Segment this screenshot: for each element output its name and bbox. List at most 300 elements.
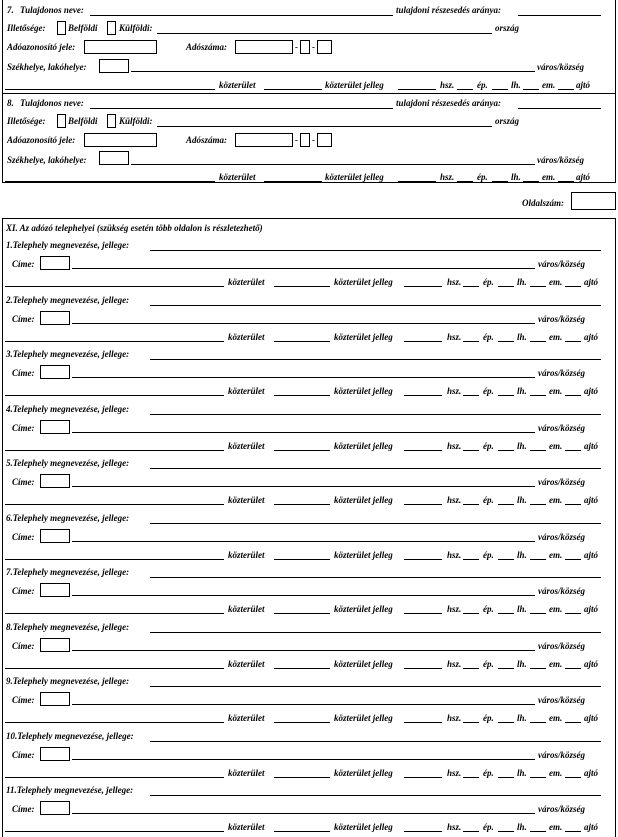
- street-type-field[interactable]: [274, 559, 330, 560]
- em-field[interactable]: [530, 504, 546, 505]
- em-label: em.: [549, 495, 563, 505]
- em-label: em.: [549, 767, 563, 778]
- owner-share-field[interactable]: [518, 108, 601, 109]
- ajto-label: ajtó: [584, 277, 599, 287]
- owner-number: 8.: [7, 98, 14, 108]
- hsz-field[interactable]: [398, 89, 436, 90]
- street-label: közterület: [228, 440, 265, 451]
- ajto-label: ajtó: [576, 80, 591, 90]
- ep-field[interactable]: [463, 286, 479, 287]
- ajto-field[interactable]: [565, 450, 581, 451]
- site-title: 2.Telephely megnevezése, jellege:: [6, 294, 130, 305]
- tax-number-label: Adószáma:: [186, 42, 228, 52]
- city-label: város/község: [538, 313, 585, 324]
- city-field[interactable]: [72, 813, 535, 814]
- street-type-label: közterület jelleg: [334, 386, 393, 396]
- site-title: 9.Telephely megnevezése, jellege:: [6, 676, 130, 686]
- owner-divider: [2, 93, 616, 94]
- site-name-field[interactable]: [150, 577, 601, 578]
- lh-label: lh.: [517, 440, 527, 451]
- site-title: 11.Telephely megnevezése, jellege:: [6, 785, 134, 795]
- ajto-label: ajtó: [584, 713, 599, 723]
- street-field[interactable]: [5, 559, 224, 560]
- address-label: Címe:: [12, 422, 35, 433]
- city-label: város/község: [538, 259, 585, 269]
- residency-label: Illetősége:: [7, 23, 46, 33]
- ep-label: ép.: [483, 658, 494, 669]
- street-type-field[interactable]: [274, 504, 330, 505]
- city-label: város/község: [538, 368, 585, 378]
- em-label: em.: [549, 549, 563, 560]
- city-label: város/község: [538, 586, 585, 596]
- owner-name-field[interactable]: [90, 15, 393, 16]
- ajto-label: ajtó: [584, 604, 599, 614]
- street-label: közterület: [228, 277, 265, 287]
- street-type-label: közterület jelleg: [334, 767, 393, 778]
- lh-label: lh.: [517, 658, 527, 669]
- em-label: em.: [542, 172, 556, 182]
- city-field[interactable]: [72, 650, 535, 651]
- street-label: közterület: [228, 767, 265, 778]
- street-field[interactable]: [5, 89, 215, 90]
- street-type-field[interactable]: [274, 341, 330, 342]
- em-label: em.: [542, 80, 556, 90]
- ajto-field[interactable]: [565, 831, 581, 832]
- postal-code-field[interactable]: [40, 692, 70, 706]
- street-type-field[interactable]: [274, 777, 330, 778]
- seat-label: Székhelye, lakóhelye:: [7, 62, 87, 72]
- ep-field[interactable]: [463, 777, 479, 778]
- hsz-field[interactable]: [404, 504, 442, 505]
- street-type-label: közterület jelleg: [325, 172, 384, 182]
- site-name-field[interactable]: [150, 359, 601, 360]
- city-field[interactable]: [72, 268, 535, 269]
- em-field[interactable]: [530, 450, 546, 451]
- ajto-field[interactable]: [565, 286, 581, 287]
- hsz-field[interactable]: [398, 181, 436, 182]
- ajto-label: ajtó: [584, 549, 599, 560]
- site-title: 8.Telephely megnevezése, jellege:: [6, 621, 130, 632]
- address-label: Címe:: [12, 749, 35, 760]
- ajto-label: ajtó: [584, 331, 599, 342]
- em-field[interactable]: [523, 181, 539, 182]
- em-label: em.: [549, 440, 563, 451]
- hsz-label: hsz.: [447, 386, 462, 396]
- country-field[interactable]: [157, 126, 492, 127]
- street-type-label: közterület jelleg: [334, 713, 393, 723]
- residency-label: Illetősége:: [7, 116, 46, 126]
- lh-label: lh.: [517, 495, 527, 505]
- hsz-label: hsz.: [447, 277, 462, 287]
- ep-label: ép.: [483, 495, 494, 505]
- seat-label: Székhelye, lakóhelye:: [7, 155, 87, 165]
- ep-field[interactable]: [463, 613, 479, 614]
- ep-field[interactable]: [457, 89, 473, 90]
- ajto-field[interactable]: [565, 668, 581, 669]
- hsz-field[interactable]: [404, 831, 442, 832]
- lh-field[interactable]: [498, 504, 514, 505]
- ep-label: ép.: [483, 822, 494, 832]
- ep-label: ép.: [483, 386, 494, 396]
- tax-number-main-field[interactable]: [235, 40, 293, 54]
- hsz-field[interactable]: [404, 668, 442, 669]
- lh-label: lh.: [517, 549, 527, 560]
- street-field[interactable]: [5, 450, 224, 451]
- city-field[interactable]: [131, 164, 535, 165]
- street-type-field[interactable]: [274, 286, 330, 287]
- city-label: város/község: [538, 477, 585, 487]
- domestic-label: Belföldi: [68, 116, 98, 126]
- lh-label: lh.: [517, 386, 527, 396]
- city-label: város/község: [538, 531, 585, 542]
- country-label: ország: [495, 23, 520, 33]
- city-label: város/község: [538, 640, 585, 651]
- dash: -: [295, 42, 298, 52]
- sites-frame: [2, 218, 616, 837]
- hsz-label: hsz.: [447, 495, 462, 505]
- site-title: 1.Telephely megnevezése, jellege:: [6, 240, 130, 250]
- hsz-field[interactable]: [404, 777, 442, 778]
- ajto-label: ajtó: [584, 495, 599, 505]
- street-type-field[interactable]: [264, 181, 322, 182]
- address-label: Címe:: [12, 531, 35, 542]
- ep-label: ép.: [477, 172, 488, 182]
- street-type-label: közterület jelleg: [334, 277, 393, 287]
- em-field[interactable]: [530, 395, 546, 396]
- city-field[interactable]: [72, 759, 535, 760]
- postal-code-field[interactable]: [99, 151, 129, 165]
- em-field[interactable]: [530, 722, 546, 723]
- owner-share-label: tulajdoni részesedés aránya:: [396, 5, 502, 15]
- em-label: em.: [549, 331, 563, 342]
- tax-number-main-field[interactable]: [235, 133, 293, 147]
- hsz-field[interactable]: [404, 722, 442, 723]
- country-field[interactable]: [157, 33, 492, 34]
- street-type-field[interactable]: [274, 450, 330, 451]
- address-label: Címe:: [12, 477, 35, 487]
- street-label: közterület: [228, 386, 265, 396]
- em-field[interactable]: [530, 341, 546, 342]
- site-name-field[interactable]: [150, 795, 601, 796]
- ajto-field[interactable]: [565, 777, 581, 778]
- street-type-label: közterület jelleg: [334, 822, 393, 832]
- address-label: Címe:: [12, 695, 35, 705]
- foreign-label: Külföldi:: [119, 116, 153, 126]
- lh-field[interactable]: [492, 89, 508, 90]
- city-field[interactable]: [72, 595, 535, 596]
- em-label: em.: [549, 658, 563, 669]
- ep-field[interactable]: [463, 668, 479, 669]
- hsz-label: hsz.: [447, 658, 462, 669]
- ajto-label: ajtó: [584, 658, 599, 669]
- hsz-label: hsz.: [440, 172, 455, 182]
- postal-code-field[interactable]: [40, 747, 70, 761]
- em-label: em.: [549, 277, 563, 287]
- city-label: város/község: [538, 749, 585, 760]
- postal-code-field[interactable]: [40, 365, 70, 379]
- street-field[interactable]: [5, 668, 224, 669]
- owner-share-label: tulajdoni részesedés aránya:: [396, 98, 502, 108]
- lh-label: lh.: [517, 713, 527, 723]
- owner-name-field[interactable]: [90, 108, 393, 109]
- domestic-label: Belföldi: [68, 23, 98, 33]
- street-type-field[interactable]: [274, 831, 330, 832]
- ep-field[interactable]: [463, 559, 479, 560]
- hsz-label: hsz.: [447, 822, 462, 832]
- postal-code-field[interactable]: [40, 583, 70, 597]
- ajto-field[interactable]: [558, 181, 574, 182]
- street-field[interactable]: [5, 613, 224, 614]
- site-name-field[interactable]: [150, 305, 601, 306]
- site-title: 3.Telephely megnevezése, jellege:: [6, 349, 130, 359]
- lh-label: lh.: [517, 767, 527, 778]
- lh-label: lh.: [511, 172, 521, 182]
- ep-label: ép.: [477, 80, 488, 90]
- foreign-label: Külföldi:: [119, 23, 153, 33]
- ep-label: ép.: [483, 440, 494, 451]
- hsz-label: hsz.: [447, 440, 462, 451]
- postal-code-field[interactable]: [40, 801, 70, 815]
- hsz-label: hsz.: [447, 604, 462, 614]
- hsz-label: hsz.: [447, 331, 462, 342]
- street-label: közterület: [228, 331, 265, 342]
- city-field[interactable]: [72, 432, 535, 433]
- em-label: em.: [549, 713, 563, 723]
- lh-label: lh.: [517, 277, 527, 287]
- lh-label: lh.: [517, 604, 527, 614]
- street-label: közterület: [219, 172, 256, 182]
- site-title: 5.Telephely megnevezése, jellege:: [6, 458, 130, 468]
- em-field[interactable]: [530, 831, 546, 832]
- lh-field[interactable]: [498, 559, 514, 560]
- owner-name-label: Tulajdonos neve:: [20, 5, 84, 15]
- street-label: közterület: [228, 549, 265, 560]
- owner-share-field[interactable]: [518, 15, 601, 16]
- domestic-checkbox[interactable]: [57, 21, 66, 35]
- hsz-field[interactable]: [404, 559, 442, 560]
- ajto-field[interactable]: [565, 395, 581, 396]
- dash: -: [312, 135, 315, 145]
- site-title: 6.Telephely megnevezése, jellege:: [6, 512, 130, 523]
- street-label: közterület: [228, 713, 265, 723]
- site-name-field[interactable]: [150, 632, 601, 633]
- street-label: közterület: [228, 658, 265, 669]
- ajto-label: ajtó: [576, 172, 591, 182]
- tax-number-vat-field[interactable]: [300, 133, 310, 147]
- street-field[interactable]: [5, 831, 224, 832]
- page-number-field[interactable]: [571, 192, 616, 210]
- street-type-label: közterület jelleg: [325, 80, 384, 90]
- street-label: közterület: [228, 822, 265, 832]
- lh-field[interactable]: [498, 831, 514, 832]
- lh-field[interactable]: [498, 777, 514, 778]
- em-label: em.: [549, 386, 563, 396]
- country-label: ország: [495, 116, 520, 126]
- tax-number-vat-field[interactable]: [300, 40, 310, 54]
- page-number-label: Oldalszám:: [522, 198, 565, 208]
- ep-label: ép.: [483, 549, 494, 560]
- street-type-field[interactable]: [274, 395, 330, 396]
- lh-label: lh.: [517, 331, 527, 342]
- street-type-field[interactable]: [274, 722, 330, 723]
- ep-field[interactable]: [463, 395, 479, 396]
- ajto-label: ajtó: [584, 767, 599, 778]
- ajto-field[interactable]: [565, 722, 581, 723]
- ep-field[interactable]: [463, 722, 479, 723]
- tax-number-county-field[interactable]: [317, 133, 332, 147]
- tax-id-label: Adóazonosító jele:: [7, 135, 76, 145]
- street-type-field[interactable]: [274, 613, 330, 614]
- ajto-field[interactable]: [558, 89, 574, 90]
- em-field[interactable]: [530, 286, 546, 287]
- postal-code-field[interactable]: [40, 256, 70, 270]
- hsz-field[interactable]: [404, 286, 442, 287]
- em-field[interactable]: [530, 613, 546, 614]
- ep-field[interactable]: [457, 181, 473, 182]
- site-title: 10.Telephely megnevezése, jellege:: [6, 730, 134, 741]
- street-type-label: közterület jelleg: [334, 440, 393, 451]
- street-label: közterület: [228, 604, 265, 614]
- foreign-checkbox[interactable]: [107, 21, 116, 35]
- city-label: város/község: [537, 155, 584, 165]
- lh-field[interactable]: [498, 286, 514, 287]
- foreign-checkbox[interactable]: [107, 114, 116, 128]
- postal-code-field[interactable]: [40, 529, 70, 543]
- ajto-label: ajtó: [584, 440, 599, 451]
- street-type-label: közterület jelleg: [334, 549, 393, 560]
- lh-field[interactable]: [498, 613, 514, 614]
- site-name-field[interactable]: [150, 250, 601, 251]
- city-field[interactable]: [72, 541, 535, 542]
- street-label: közterület: [228, 495, 265, 505]
- ep-field[interactable]: [463, 450, 479, 451]
- hsz-field[interactable]: [404, 450, 442, 451]
- hsz-label: hsz.: [447, 713, 462, 723]
- postal-code-field[interactable]: [40, 420, 70, 434]
- ajto-label: ajtó: [584, 822, 599, 832]
- em-label: em.: [549, 604, 563, 614]
- street-field[interactable]: [5, 777, 224, 778]
- em-field[interactable]: [530, 559, 546, 560]
- site-title: 7.Telephely megnevezése, jellege:: [6, 567, 130, 577]
- hsz-field[interactable]: [404, 395, 442, 396]
- hsz-field[interactable]: [404, 341, 442, 342]
- city-field[interactable]: [72, 323, 535, 324]
- domestic-checkbox[interactable]: [57, 114, 66, 128]
- ep-label: ép.: [483, 604, 494, 614]
- lh-field[interactable]: [498, 450, 514, 451]
- street-type-label: közterület jelleg: [334, 331, 393, 342]
- site-name-field[interactable]: [150, 468, 601, 469]
- street-type-label: közterület jelleg: [334, 658, 393, 669]
- site-name-field[interactable]: [150, 523, 601, 524]
- postal-code-field[interactable]: [40, 311, 70, 325]
- tax-number-county-field[interactable]: [317, 40, 332, 54]
- lh-field[interactable]: [498, 722, 514, 723]
- hsz-field[interactable]: [404, 613, 442, 614]
- postal-code-field[interactable]: [40, 638, 70, 652]
- street-type-field[interactable]: [264, 89, 322, 90]
- ep-field[interactable]: [463, 831, 479, 832]
- postal-code-field[interactable]: [40, 474, 70, 488]
- hsz-label: hsz.: [440, 80, 455, 90]
- em-label: em.: [549, 822, 563, 832]
- section-title: XI. Az adózó telephelyei (szükség esetén több oldalon is részletezhető): [6, 223, 263, 233]
- city-label: város/község: [538, 804, 585, 814]
- street-label: közterület: [219, 80, 256, 90]
- ep-field[interactable]: [463, 341, 479, 342]
- owner-name-label: Tulajdonos neve:: [20, 98, 84, 108]
- lh-field[interactable]: [492, 181, 508, 182]
- address-label: Címe:: [12, 640, 35, 651]
- city-field[interactable]: [72, 486, 535, 487]
- street-field[interactable]: [5, 504, 224, 505]
- site-name-field[interactable]: [150, 414, 601, 415]
- city-field[interactable]: [72, 704, 535, 705]
- lh-field[interactable]: [498, 341, 514, 342]
- street-field[interactable]: [5, 341, 224, 342]
- ajto-field[interactable]: [565, 341, 581, 342]
- ep-field[interactable]: [463, 504, 479, 505]
- street-type-label: közterület jelleg: [334, 604, 393, 614]
- tax-id-label: Adóazonosító jele:: [7, 42, 76, 52]
- city-label: város/község: [538, 422, 585, 433]
- lh-field[interactable]: [498, 395, 514, 396]
- city-field[interactable]: [72, 377, 535, 378]
- street-field[interactable]: [5, 395, 224, 396]
- city-label: város/község: [538, 695, 585, 705]
- address-label: Címe:: [12, 368, 35, 378]
- address-label: Címe:: [12, 586, 35, 596]
- site-name-field[interactable]: [150, 741, 601, 742]
- ajto-label: ajtó: [584, 386, 599, 396]
- lh-label: lh.: [511, 80, 521, 90]
- tax-id-field[interactable]: [84, 40, 157, 54]
- address-label: Címe:: [12, 804, 35, 814]
- address-label: Címe:: [12, 313, 35, 324]
- site-name-field[interactable]: [150, 686, 601, 687]
- ajto-field[interactable]: [565, 613, 581, 614]
- lh-label: lh.: [517, 822, 527, 832]
- street-field[interactable]: [5, 181, 215, 182]
- owner-number: 7.: [7, 5, 14, 15]
- ep-label: ép.: [483, 713, 494, 723]
- dash: -: [312, 42, 315, 52]
- hsz-label: hsz.: [447, 767, 462, 778]
- ajto-field[interactable]: [565, 504, 581, 505]
- postal-code-field[interactable]: [99, 59, 129, 73]
- ajto-field[interactable]: [565, 559, 581, 560]
- hsz-label: hsz.: [447, 549, 462, 560]
- em-field[interactable]: [523, 89, 539, 90]
- em-field[interactable]: [530, 777, 546, 778]
- ep-label: ép.: [483, 331, 494, 342]
- street-type-field[interactable]: [274, 668, 330, 669]
- street-field[interactable]: [5, 286, 224, 287]
- em-field[interactable]: [530, 668, 546, 669]
- street-field[interactable]: [5, 722, 224, 723]
- tax-id-field[interactable]: [84, 133, 157, 147]
- ep-label: ép.: [483, 767, 494, 778]
- site-title: 4.Telephely megnevezése, jellege:: [6, 403, 130, 414]
- ep-label: ép.: [483, 277, 494, 287]
- city-field[interactable]: [131, 71, 535, 72]
- lh-field[interactable]: [498, 668, 514, 669]
- street-type-label: közterület jelleg: [334, 495, 393, 505]
- dash: -: [295, 135, 298, 145]
- city-label: város/község: [537, 62, 584, 72]
- address-label: Címe:: [12, 259, 35, 269]
